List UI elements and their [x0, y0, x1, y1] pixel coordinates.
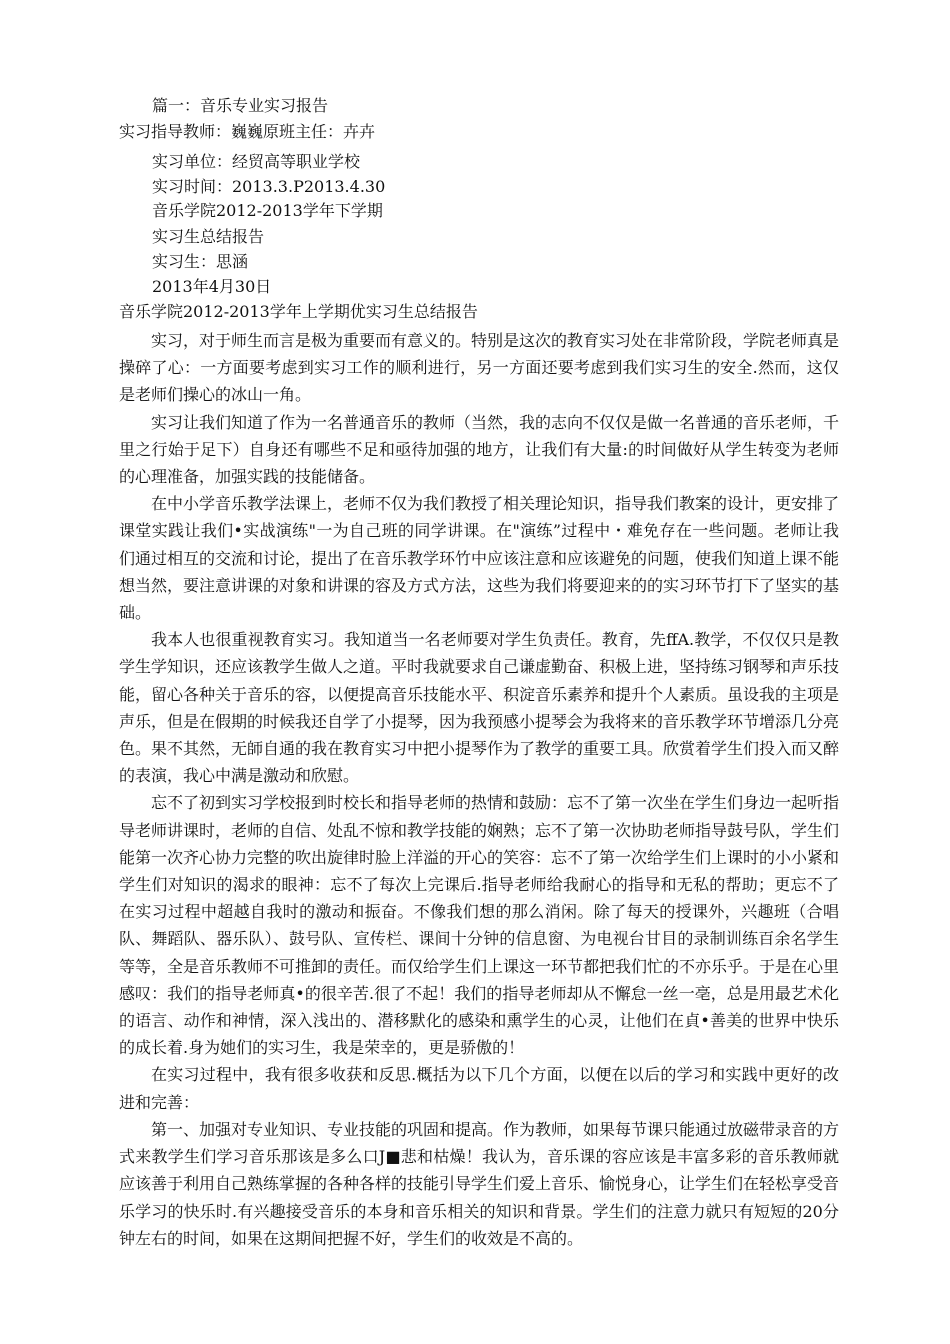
body-paragraph: 我本人也很重视教育实习。我知道当一名老师要对学生负责任。教育，先ffA.教学，不仅仅只是教学生学知识，还应该教学生做人之道。平时我就要求自己谦虚勤奋、积极上进，坚持练习钢琴和声乐技能，留心各种关于音乐的容，以便提高音乐技能水平、积淀音乐素养和提升个人素质。虽设我的主项是声乐，但是在假期的时候我还自学了小提琴，因为我预感小提琴会为我将来的音乐教学环节增添几分亮色。果不其然，无師自通的我在教育实习中把小提琴作为了教学的重要工具。欣赏着学生们投入而又醉的表演，我心中满是激动和欣慰。 — [119, 630, 840, 786]
report-body — [119, 327, 839, 1252]
report-heading: 音乐学院2012-2013学年上学期优实习生总结报告 — [119, 302, 478, 321]
report-title-line: 实习生总结报告 — [152, 227, 265, 246]
instructor-line: 实习指导教师：巍巍原班主任：卉卉 — [119, 122, 376, 141]
intern-name-line: 实习生：思涵 — [152, 252, 249, 271]
body-paragraph: 在中小学音乐教学法课上，老师不仅为我们教授了相关理论知识，指导我们教案的设计，更安排了课堂实践让我们•实战演练"一为自己班的同学讲课。在"演练”过程中・难免存在一些问题。老师让我们通过相互的交流和讨论，提出了在音乐教学环竹中应该注意和应该避免的问题，使我们知道上课不能想当然，要注意讲课的对象和讲课的容及方式方法，这些为我们将要迎来的的实习环节打下了坚实的基础。 — [119, 494, 840, 623]
internship-unit-line: 实习单位：经贸高等职业学校 — [152, 152, 361, 171]
body-paragraph: 实习，对于师生而言是极为重要而有意义的。特别是这次的教育实习处在非常阶段，学院老师真是操碎了心：一方面要考虑到实习工作的顺利进行，另一方面还要考虑到我们实习生的安全.然而，这仅是老师们操心的冰山一角。 — [119, 331, 840, 405]
internship-period-line: 实习时间：2013.3.P2013.4.30 — [152, 177, 386, 196]
school-term-line: 音乐学院2012-2013学年下学期 — [152, 201, 383, 220]
body-paragraph: 忘不了初到实习学校报到时校长和指导老师的热情和鼓励：忘不了第一次坐在学生们身边一起听指导老师讲课时，老师的自信、处乱不惊和教学技能的娴熟；忘不了第一次协助老师指导鼓号队，学生们能第一次齐心协力完整的吹出旋律时脸上洋溢的开心的笑容：忘不了第一次给学生们上课时的小小紧和学生们对知识的渴求的眼神：忘不了每次上完课后.指导老师给我耐心的指导和无私的帮助；更忘不了在实习过程中超越自我时的激动和振奋。不像我们想的那么消闲。除了每天的授课外，兴趣班（合唱队、舞蹈队、器乐队）、鼓号队、宣传栏、课间十分钟的信息窗、为电视台甘目的录制训练百余名学生等等，全是音乐教师不可推卸的责任。而仅给学生们上课这一环节都把我们忙的不亦乐乎。于是在心里感叹：我们的指导老师真•的很辛苦.很了不起！我们的指导老师却从不懈怠一丝一亳，总是用最艺术化的语言、动作和神情，深入浅出的、潜移默化的感染和熏学生的心灵，让他们在貞•善美的世界中快乐的成长着.身为她们的实习生，我是荣幸的，更是骄傲的！ — [119, 793, 840, 1058]
body-paragraph: 第一、加强对专业知识、专业技能的巩固和提高。作为教师，如果每节课只能通过放磁带录音的方式来教学生们学习音乐那该是多么口J■悲和枯燥！我认为，音乐课的容应该是丰富多彩的音乐教师就应该善于利用自己熟练掌握的各种各样的技能引导学生们爱上音乐、愉悦身心，让学生们在轻松享受音乐学习的快乐时.有兴趣接受音乐的本身和音乐相关的知识和背景。学生们的注意力就只有短短的20分钟左右的时间，如果在这期间把握不好，学生们的收效是不高的。 — [119, 1119, 840, 1248]
body-paragraph: 在实习过程中，我有很多收获和反思.概括为以下几个方面，以便在以后的学习和实践中更好的改进和完善： — [119, 1065, 839, 1112]
body-paragraph: 实习让我们知道了作为一名普通音乐的教师（当然，我的志向不仅仅是做一名普通的音乐老师，千里之行始于足下）自身还有哪些不足和亟待加强的地方，让我们有大量:的时间做好从学生转变为老师的心理准备，加强实践的技能储备。 — [119, 412, 840, 487]
report-date-line: 2013年4月30日 — [152, 277, 272, 296]
document-title: 篇一：音乐专业实习报告 — [152, 96, 329, 115]
